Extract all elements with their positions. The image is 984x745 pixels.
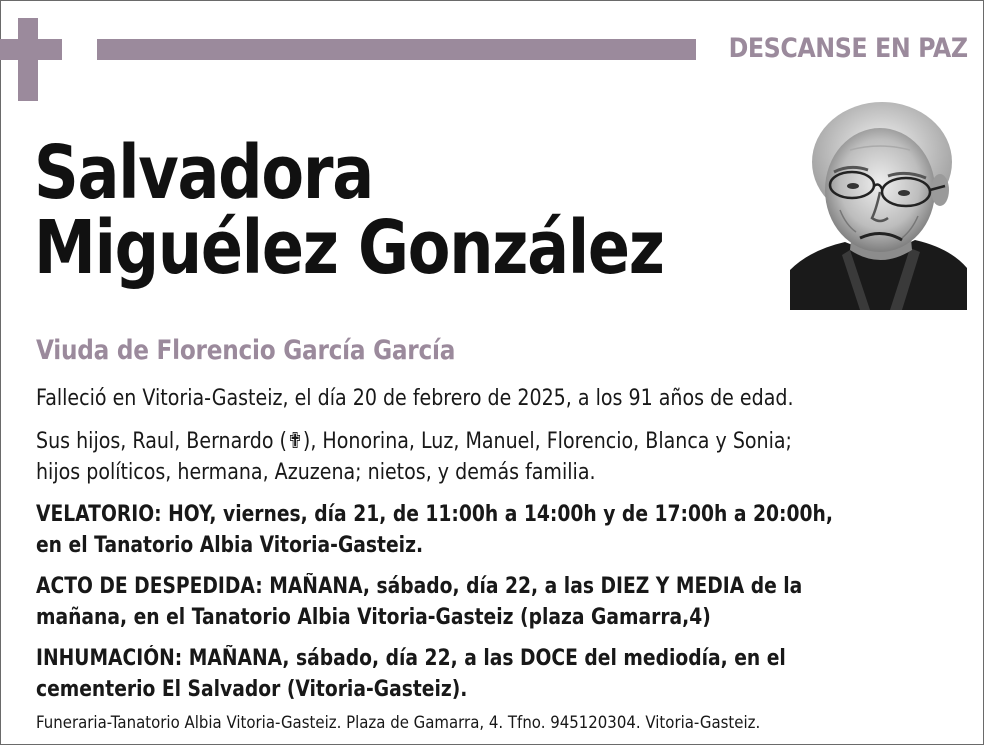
deceased-surnames: Miguélez González (34, 205, 664, 291)
header-rule (97, 39, 696, 60)
family-line-1: Sus hijos, Raul, Bernardo (✟), Honorina, Luz, Manuel, Florencio, Blanca y Sonia; (36, 429, 792, 454)
wake-paragraph (36, 499, 833, 561)
burial-line-2: cementerio El Salvador (Vitoria-Gasteiz). (36, 677, 468, 702)
funeral-home-footer: Funeraria-Tanatorio Albia Vitoria-Gasteiz. Plaza de Gamarra, 4. Tfno. 945120304. Vitoria-Gasteiz. (36, 713, 761, 733)
family-paragraph (36, 426, 792, 488)
header-label: DESCANSE EN PAZ (728, 33, 968, 64)
farewell-line-2: mañana, en el Tanatorio Albia Vitoria-Gasteiz (plaza Gamarra,4) (36, 605, 711, 630)
death-paragraph (36, 383, 793, 414)
portrait-photo (790, 100, 967, 310)
death-line: Falleció en Vitoria-Gasteiz, el día 20 de febrero de 2025, a los 91 años de edad. (36, 386, 794, 411)
widow-subtitle: Viuda de Florencio García García (36, 335, 456, 366)
family-line-2: hijos políticos, hermana, Azuzena; nietos, y demás familia. (36, 460, 596, 485)
wake-line-2: en el Tanatorio Albia Vitoria-Gasteiz. (36, 533, 424, 558)
burial-line-1: INHUMACIÓN: MAÑANA, sábado, día 22, a las DOCE del mediodía, en el (36, 646, 786, 671)
deceased-first-name: Salvadora (34, 130, 373, 216)
wake-line-1: VELATORIO: HOY, viernes, día 21, de 11:00h a 14:00h y de 17:00h a 20:00h, (36, 502, 833, 527)
farewell-line-1: ACTO DE DESPEDIDA: MAÑANA, sábado, día 22, a las DIEZ Y MEDIA de la (36, 574, 803, 599)
farewell-paragraph (36, 571, 802, 633)
burial-paragraph (36, 643, 786, 705)
